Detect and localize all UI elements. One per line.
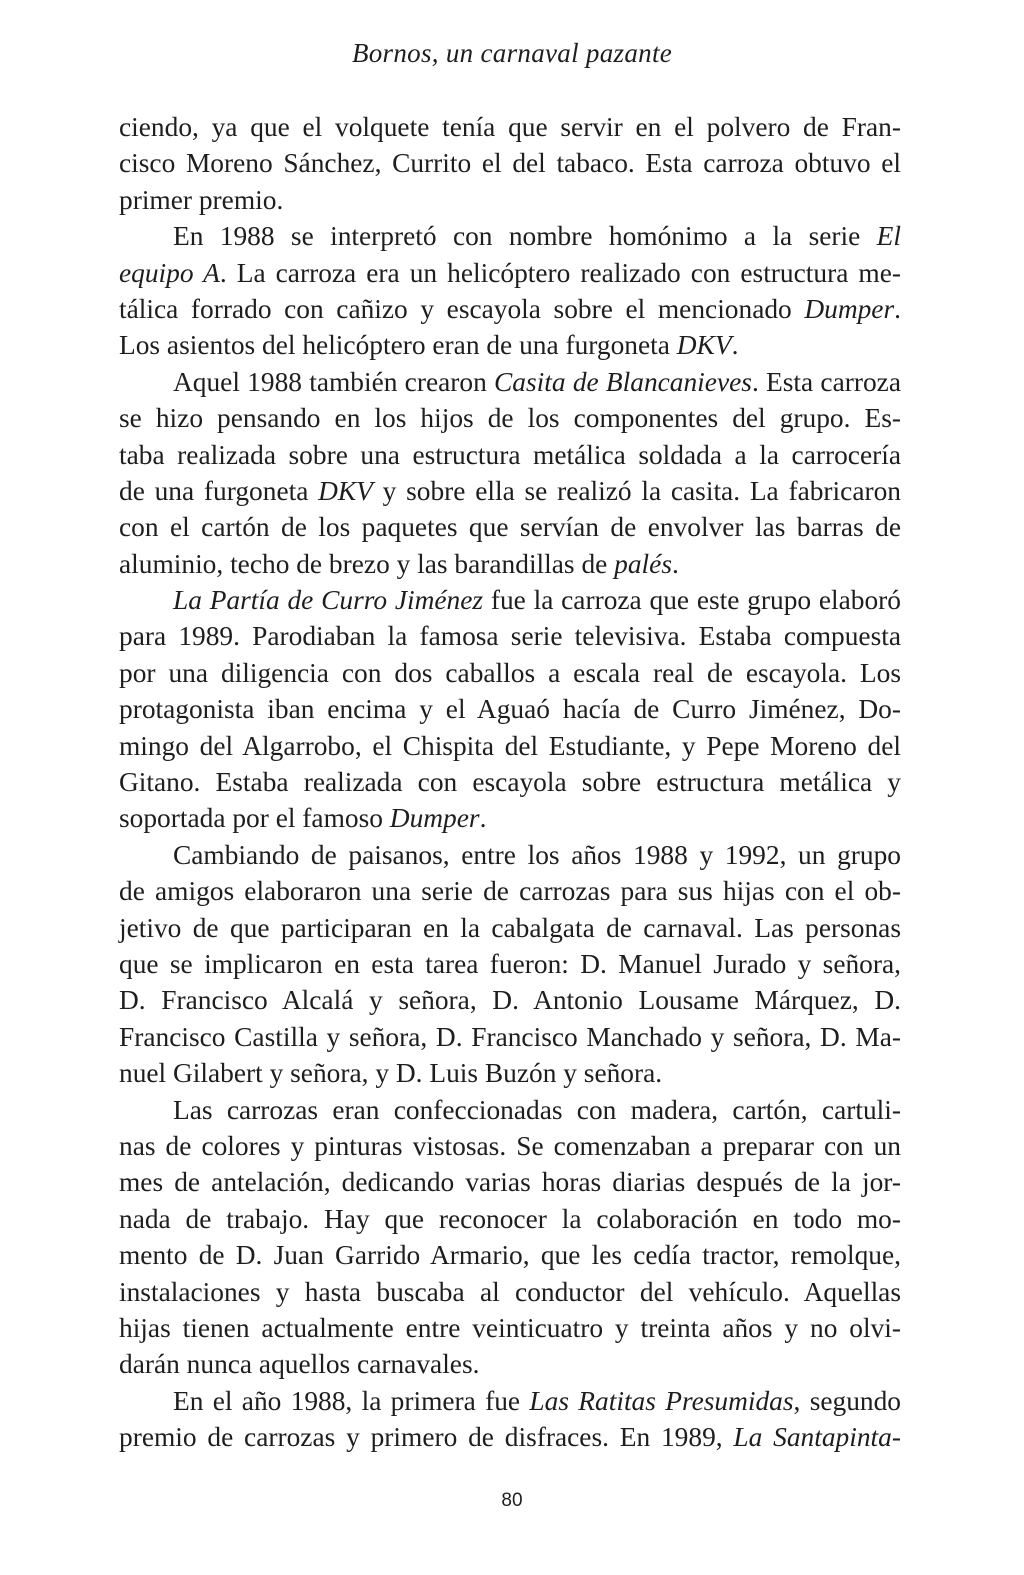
text-run: con el cartón de los paquetes que servían de envolver las barras de: [119, 512, 901, 543]
text-run: protagonista iban encima y el Aguaó hacía de Curro Jiménez, Do-: [119, 694, 901, 725]
text-run: En 1988 se interpretó con nombre homónimo a la serie: [173, 221, 877, 252]
italic-text: equipo A: [119, 257, 220, 288]
text-run: Cambiando de paisanos, entre los años 1988 y 1992, un grupo: [173, 839, 901, 870]
body-text: [119, 109, 901, 1455]
italic-text: palés: [614, 548, 672, 579]
text-line: [119, 800, 901, 836]
text-line: [119, 473, 901, 509]
text-line: [119, 364, 901, 400]
text-line: [119, 582, 901, 618]
text-line: [119, 1092, 901, 1128]
text-run: premio de carrozas y primero de disfraces. En 1989,: [119, 1422, 734, 1453]
italic-text: El: [876, 221, 901, 252]
text-line: [119, 509, 901, 545]
text-run: D. Francisco Alcalá y señora, D. Antonio Lousame Márquez, D.: [119, 985, 901, 1016]
text-line: [119, 1419, 901, 1455]
text-line: [119, 291, 901, 327]
text-run: primer premio.: [119, 184, 284, 215]
text-run: nuel Gilabert y señora, y D. Luis Buzón y señora.: [119, 1058, 663, 1089]
italic-text: Casita de Blancanieves: [494, 366, 752, 397]
italic-text: La Partía de Curro Jiménez: [173, 585, 484, 616]
text-line: [119, 1055, 901, 1091]
text-line: [119, 1346, 901, 1382]
text-run: se hizo pensando en los hijos de los componentes del grupo. Es-: [119, 403, 901, 434]
italic-text: DKV: [676, 330, 732, 361]
text-line: [119, 182, 901, 218]
text-line: [119, 145, 901, 181]
text-line: [119, 764, 901, 800]
text-run: fue la carroza que este grupo elaboró: [483, 585, 901, 616]
text-run: hijas tienen actualmente entre veinticuatro y treinta años y no olvi-: [119, 1312, 901, 1343]
text-run: de amigos elaboraron una serie de carrozas para sus hijas con el ob-: [119, 876, 901, 907]
text-run: cisco Moreno Sánchez, Currito el del tabaco. Esta carroza obtuvo el: [119, 148, 901, 179]
text-run: para 1989. Parodiaban la famosa serie televisiva. Estaba compuesta: [119, 621, 901, 652]
text-line: [119, 109, 901, 145]
text-run: .: [731, 330, 739, 361]
text-line: [119, 437, 901, 473]
italic-text: Dumper: [389, 803, 480, 834]
text-line: [119, 1019, 901, 1055]
text-run: Los asientos del helicóptero eran de una furgoneta: [119, 330, 677, 361]
text-run: Francisco Castilla y señora, D. Francisco Manchado y señora, D. Ma-: [119, 1021, 901, 1052]
text-run: taba realizada sobre una estructura metálica soldada a la carrocería: [119, 439, 901, 470]
text-run: mento de D. Juan Garrido Armario, que les cedía tractor, remolque,: [119, 1240, 901, 1271]
text-run: mes de antelación, dedicando varias horas diarias después de la jor-: [119, 1167, 901, 1198]
text-run: ciendo, ya que el volquete tenía que servir en el polvero de Fran-: [119, 112, 901, 142]
text-line: [119, 946, 901, 982]
text-run: por una diligencia con dos caballos a escala real de escayola. Los: [119, 657, 901, 688]
text-run: En el año 1988, la primera fue: [173, 1385, 530, 1416]
text-line: [119, 618, 901, 654]
text-line: [119, 910, 901, 946]
text-run: mingo del Algarrobo, el Chispita del Estudiante, y Pepe Moreno del: [119, 730, 901, 761]
italic-text: Las Ratitas Presumidas: [529, 1385, 794, 1416]
italic-text: Dumper: [804, 293, 895, 324]
text-line: [119, 982, 901, 1018]
text-run: y sobre ella se realizó la casita. La fabricaron: [372, 475, 901, 506]
text-run: .: [479, 803, 487, 834]
text-line: [119, 400, 901, 436]
text-line: [119, 218, 901, 254]
text-line: [119, 1310, 901, 1346]
text-run: nada de trabajo. Hay que reconocer la colaboración en todo mo-: [119, 1203, 901, 1234]
text-run: Gitano. Estaba realizada con escayola sobre estructura metálica y: [119, 767, 901, 798]
text-run: nas de colores y pinturas vistosas. Se comenzaban a preparar con un: [119, 1130, 901, 1161]
text-run: de una furgoneta: [119, 475, 319, 506]
text-line: [119, 873, 901, 909]
text-run: instalaciones y hasta buscaba al conductor del vehículo. Aquellas: [119, 1276, 901, 1307]
italic-text: La Santapinta-: [733, 1422, 901, 1453]
text-line: [119, 1201, 901, 1237]
text-line: [119, 1274, 901, 1310]
text-line: [119, 1383, 901, 1419]
text-run: .: [671, 548, 679, 579]
text-line: [119, 1128, 901, 1164]
text-run: . Esta carroza: [751, 366, 901, 397]
text-line: [119, 327, 901, 363]
text-line: [119, 546, 901, 582]
text-line: [119, 1237, 901, 1273]
text-run: tálica forrado con cañizo y escayola sobre el mencionado: [119, 293, 805, 324]
text-line: [119, 1164, 901, 1200]
text-run: aluminio, techo de brezo y las barandillas de: [119, 548, 615, 579]
text-run: darán nunca aquellos carnavales.: [119, 1349, 480, 1380]
italic-text: DKV: [318, 475, 373, 506]
text-run: . La carroza era un helicóptero realizado con estructura me-: [219, 257, 901, 288]
page-number: 80: [501, 1490, 523, 1511]
running-head-title: Bornos, un carnaval pazante: [351, 38, 673, 68]
text-run: soportada por el famoso: [119, 803, 390, 834]
text-run: que se implicaron en esta tarea fueron: D. Manuel Jurado y señora,: [119, 948, 901, 979]
text-run: , segundo: [793, 1385, 901, 1416]
text-run: Las carrozas eran confeccionadas con madera, cartón, cartuli-: [173, 1094, 901, 1125]
text-line: [119, 655, 901, 691]
text-run: jetivo de que participaran en la cabalgata de carnaval. Las personas: [119, 912, 901, 943]
text-line: [119, 837, 901, 873]
text-run: .: [894, 293, 901, 324]
text-run: Aquel 1988 también crearon: [173, 366, 495, 397]
text-line: [119, 255, 901, 291]
text-line: [119, 728, 901, 764]
text-line: [119, 691, 901, 727]
